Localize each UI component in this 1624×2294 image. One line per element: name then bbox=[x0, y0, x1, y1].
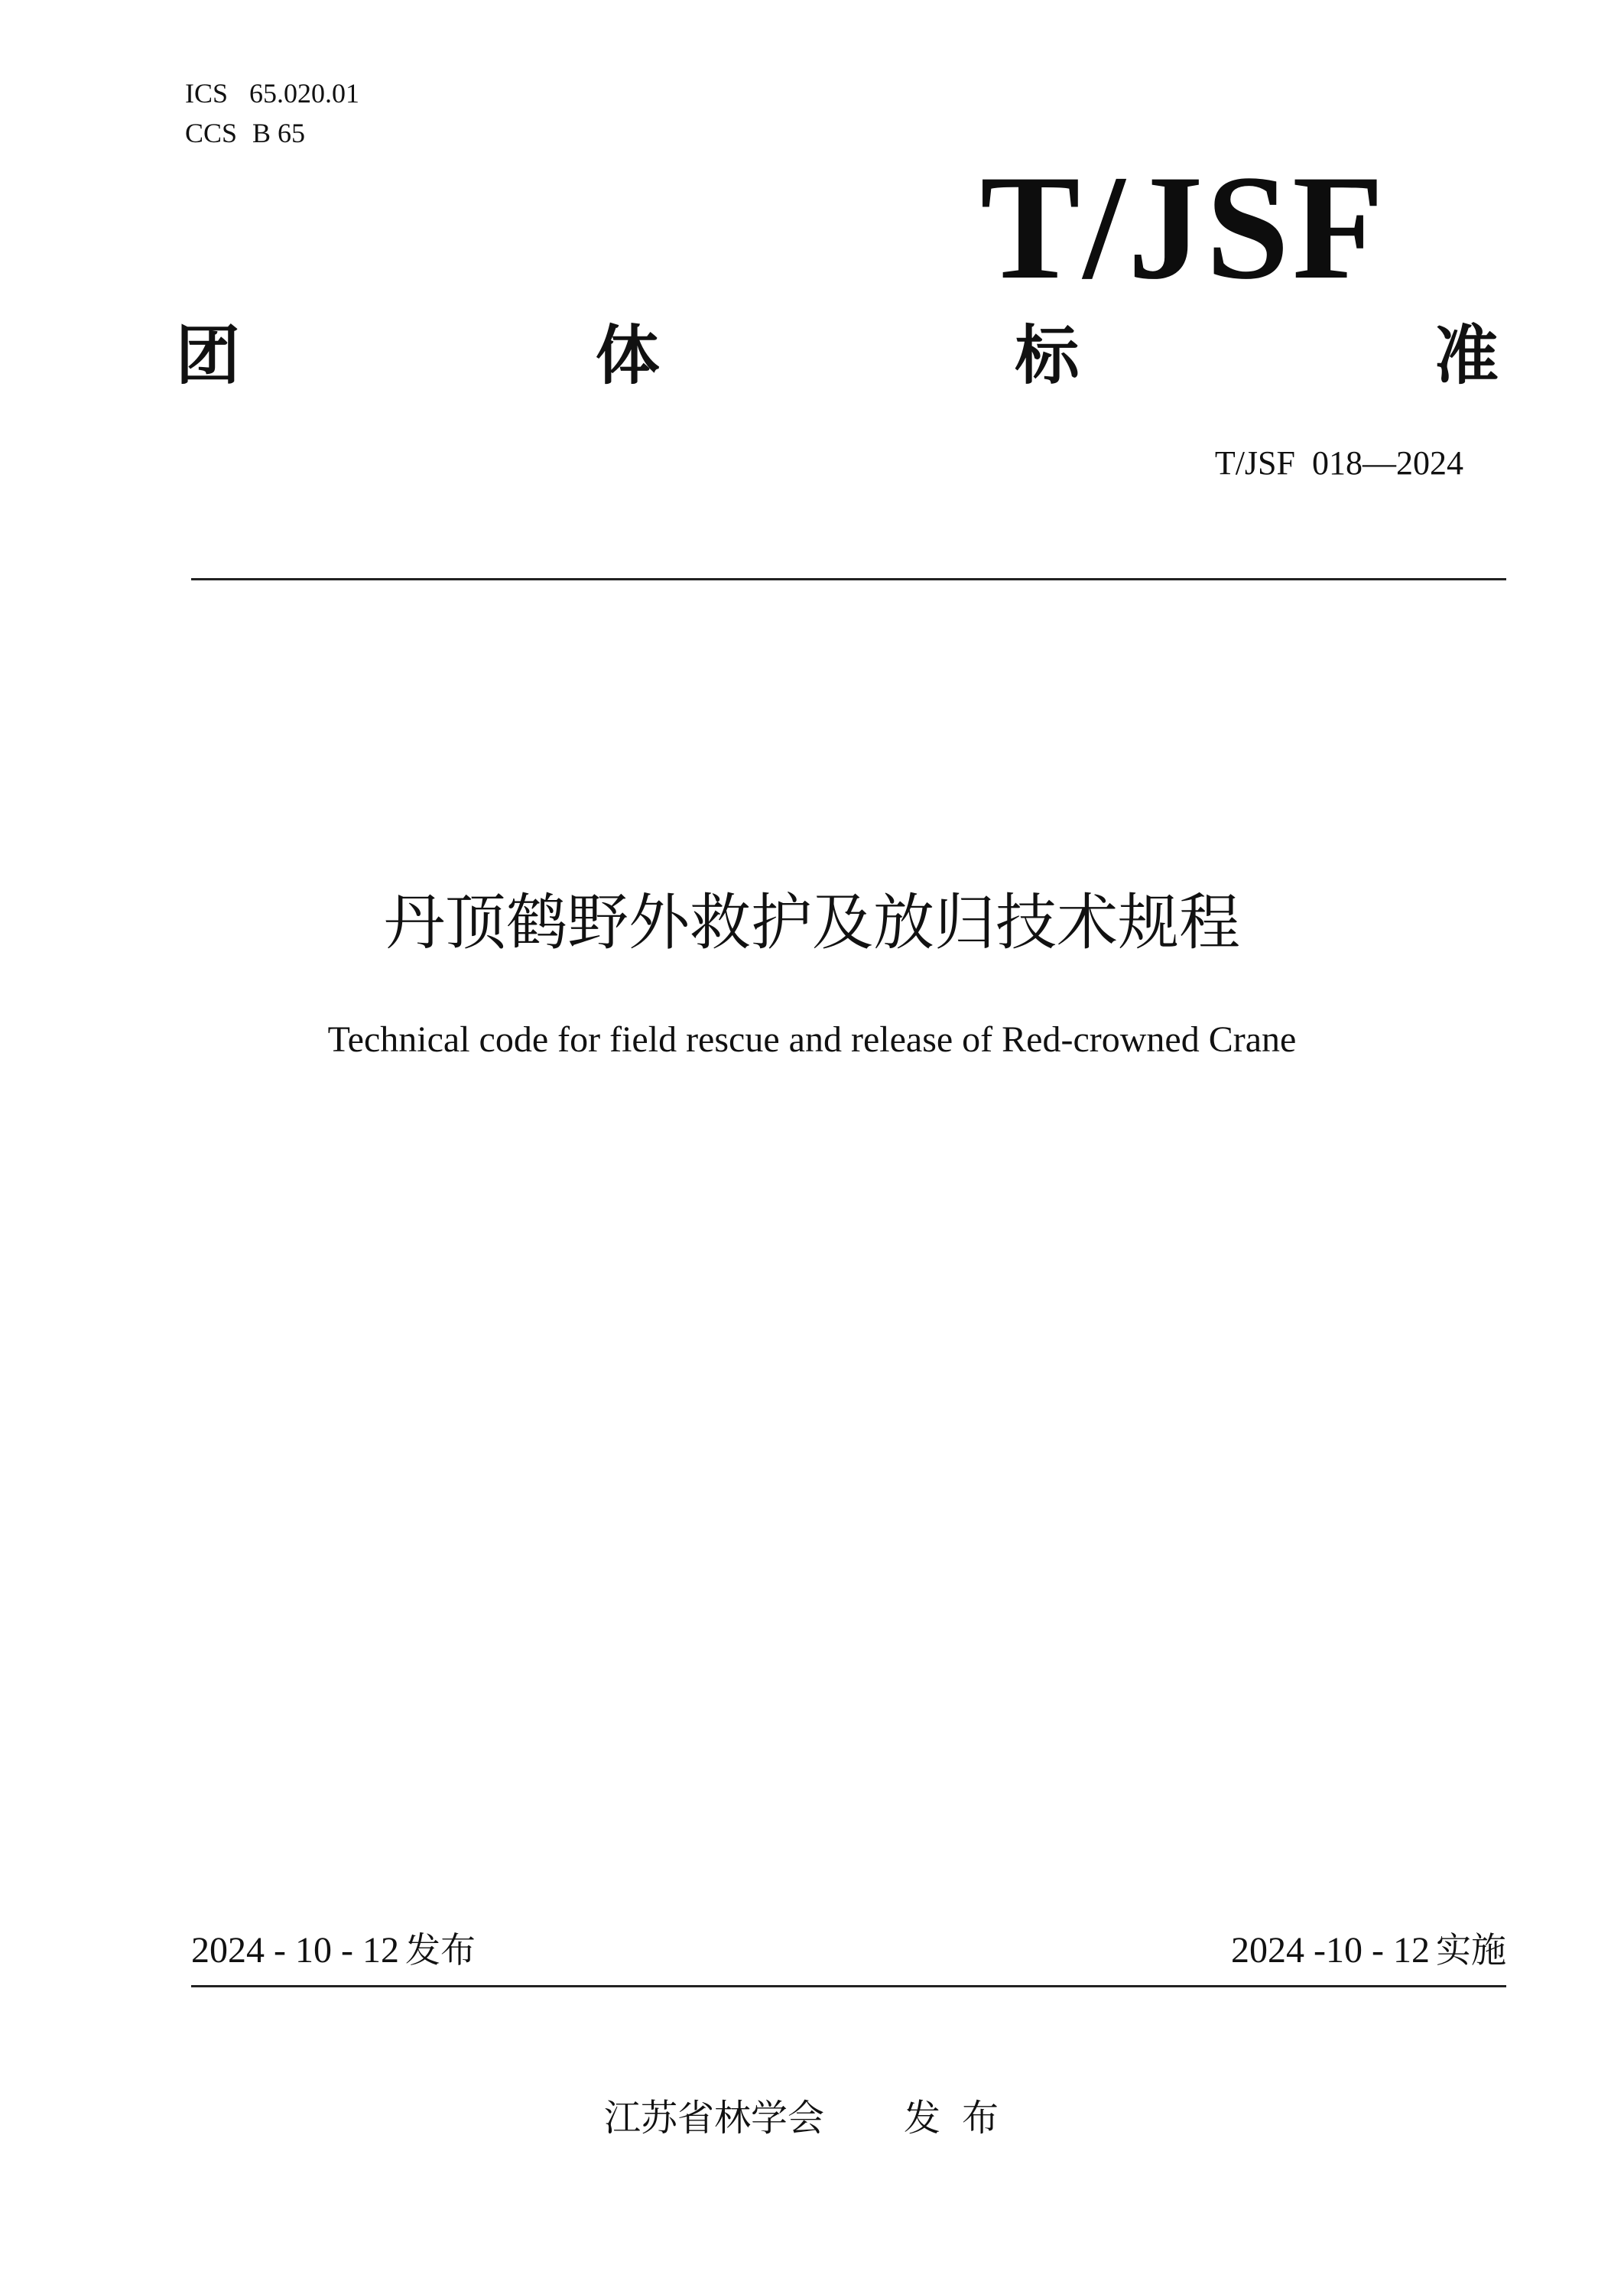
standard-type-char: 标 bbox=[1015, 318, 1080, 393]
standard-type-heading bbox=[176, 314, 1499, 398]
ics-code: 65.020.01 bbox=[249, 78, 360, 109]
ccs-label: CCS bbox=[185, 118, 238, 148]
implement-date-line bbox=[1231, 1927, 1506, 1974]
header-divider bbox=[191, 578, 1506, 580]
publisher-action: 发布 bbox=[904, 2097, 1021, 2140]
standard-type-char: 准 bbox=[1434, 318, 1499, 393]
standard-type-char: 团 bbox=[176, 318, 241, 393]
ics-classification bbox=[185, 76, 359, 110]
standard-number: T/JSF 018—2024 bbox=[1214, 444, 1463, 482]
implement-date: 2024 -10 - 12 bbox=[1231, 1930, 1430, 1971]
ics-label: ICS bbox=[185, 78, 229, 109]
ccs-code: B 65 bbox=[252, 118, 306, 148]
issue-date: 2024 - 10 - 12 bbox=[191, 1930, 399, 1971]
issue-label: 发布 bbox=[404, 1929, 476, 1971]
issue-date-line bbox=[191, 1927, 476, 1974]
document-title-chinese: 丹顶鹤野外救护及放归技术规程 bbox=[384, 887, 1240, 958]
implement-label: 实施 bbox=[1436, 1929, 1506, 1971]
publisher-name: 江苏省林学会 bbox=[603, 2097, 824, 2140]
standard-type-char: 体 bbox=[595, 318, 660, 393]
document-title-english: Technical code for field rescue and release of Red-crowned Crane bbox=[327, 1019, 1297, 1060]
standard-logo: T/JSF bbox=[980, 145, 1387, 310]
publisher-line bbox=[0, 2095, 1624, 2141]
ccs-classification bbox=[185, 116, 305, 150]
footer-divider bbox=[191, 1985, 1506, 1987]
